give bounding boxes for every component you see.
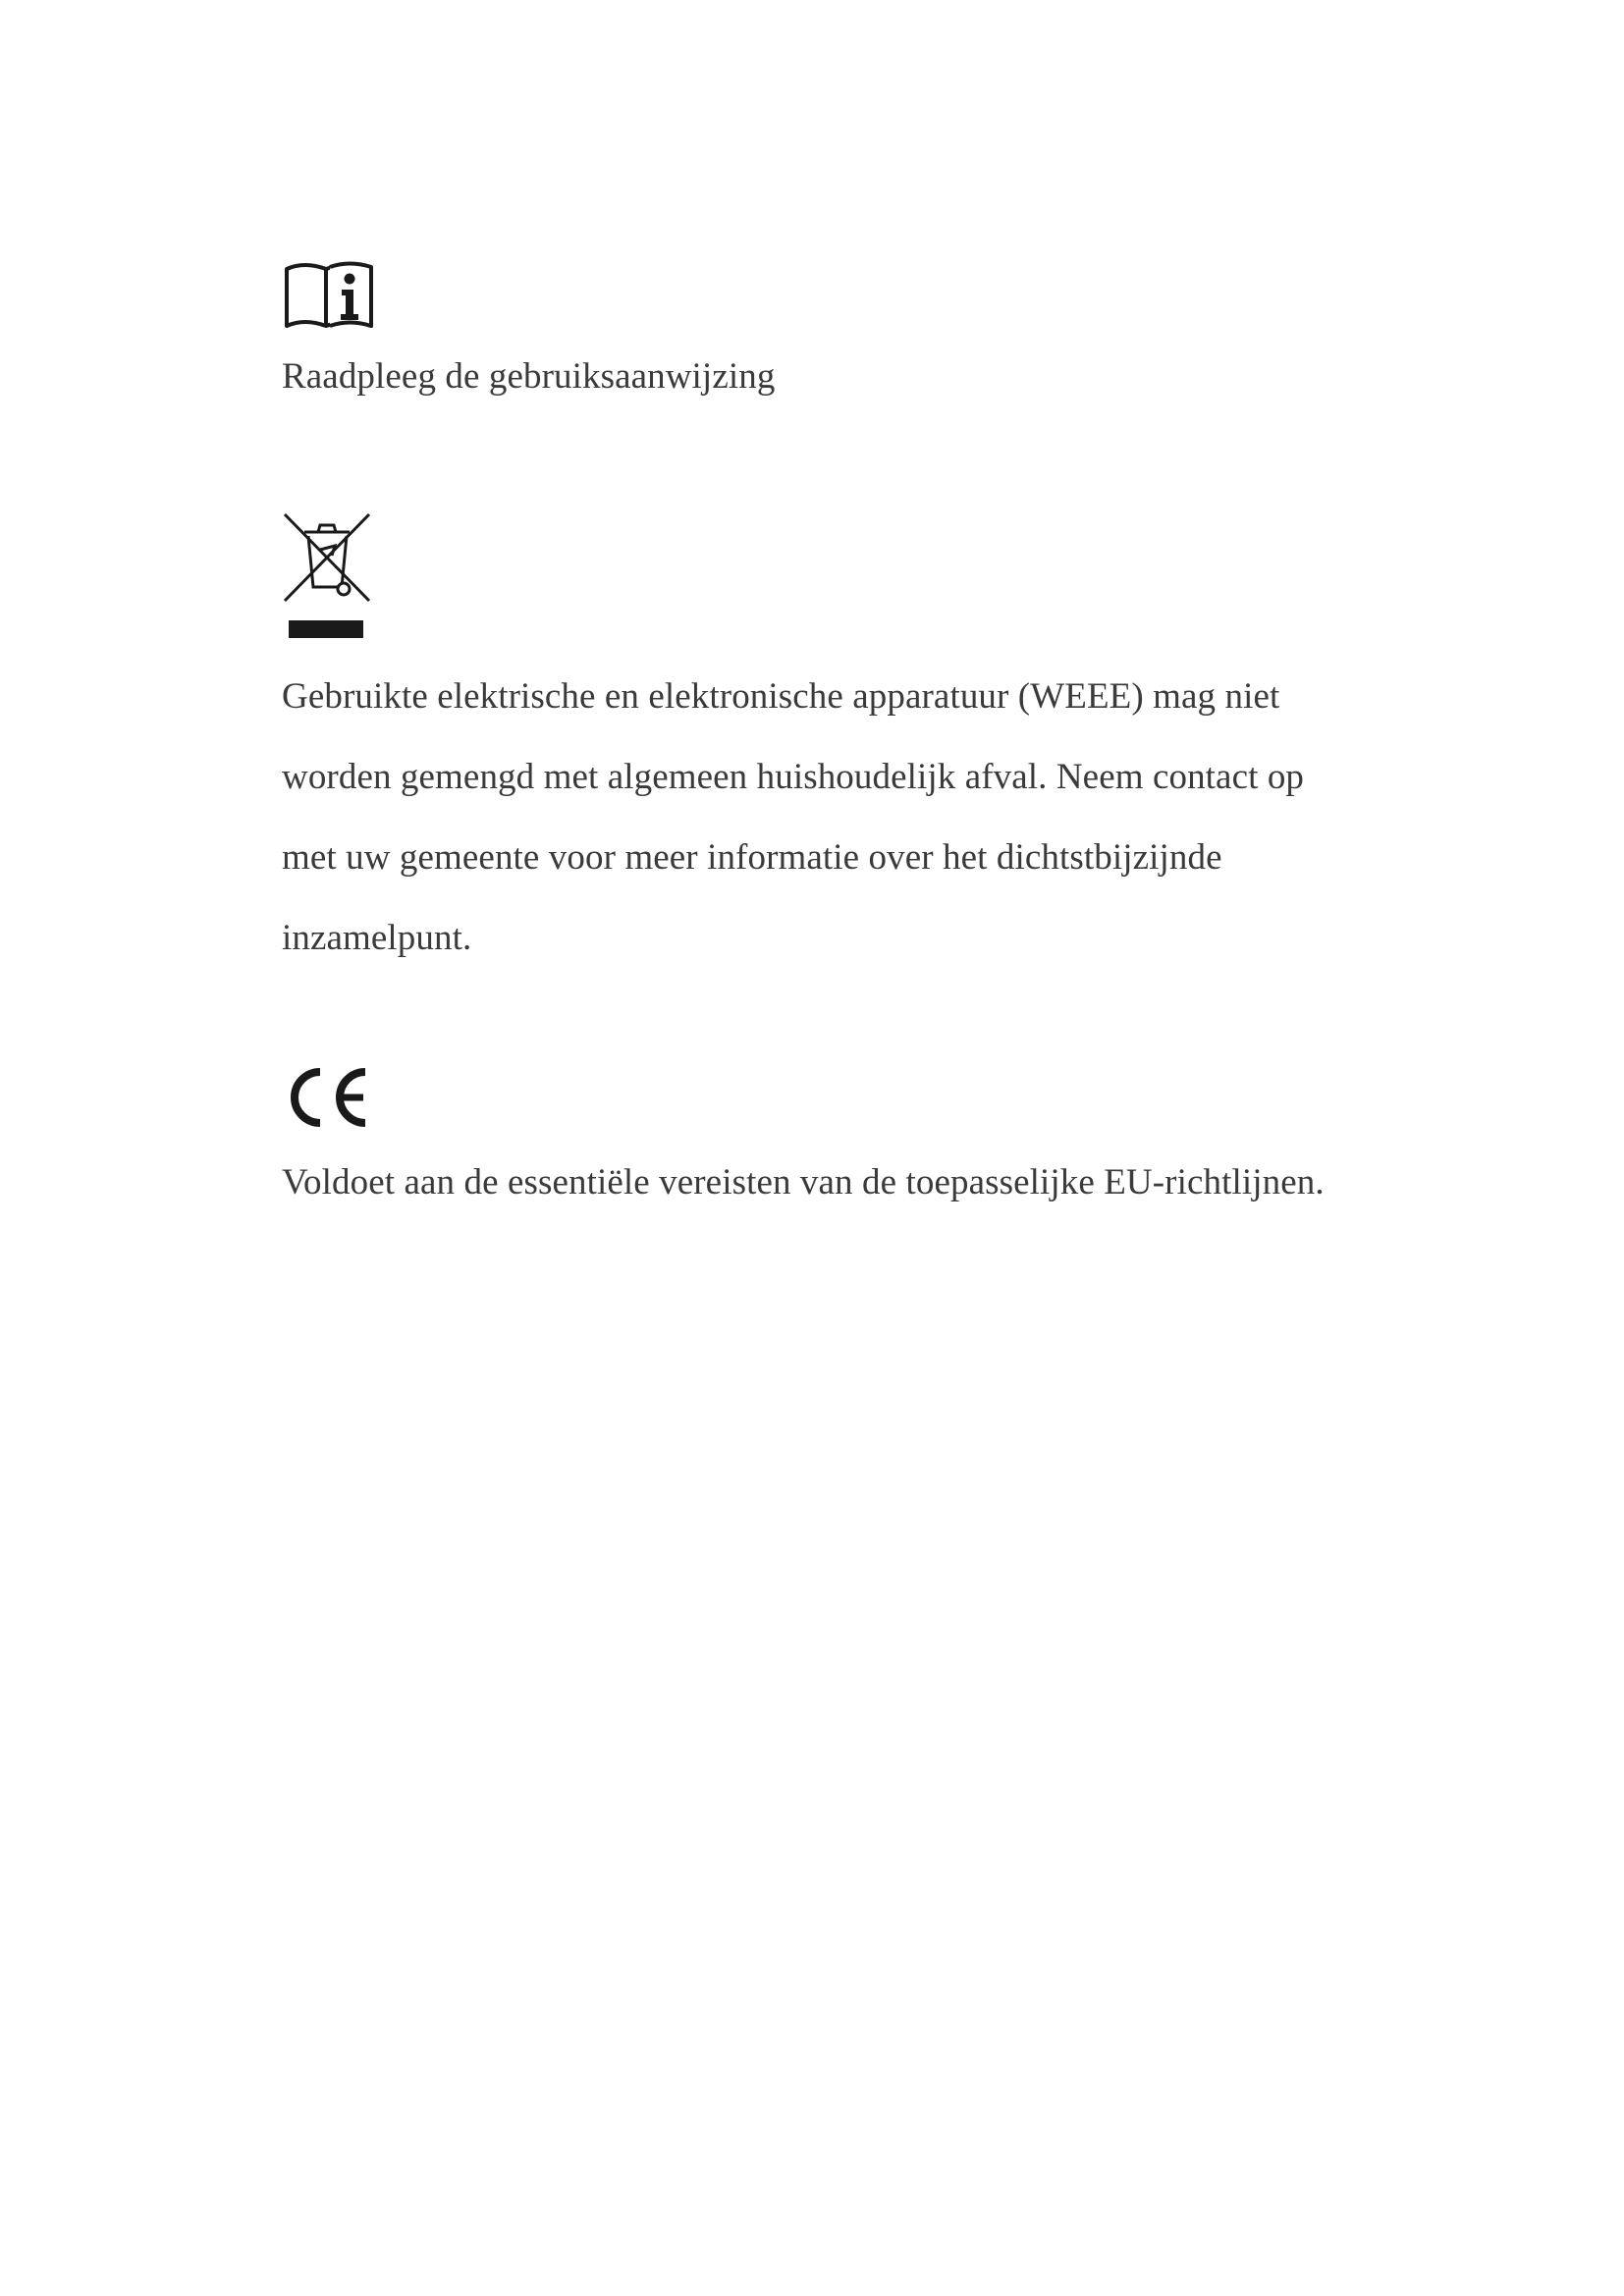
consult-instructions-caption: Raadpleeg de gebruiksaanwijzing bbox=[282, 356, 776, 397]
weee-paragraph bbox=[282, 657, 1304, 979]
weee-line-2: worden gemengd met algemeen huishoudelijk afval. Neem contact op bbox=[282, 757, 1305, 797]
crossed-out-wheelie-bin-icon bbox=[281, 510, 375, 640]
ce-mark-icon bbox=[281, 1062, 379, 1133]
weee-line-4: inzamelpunt. bbox=[282, 918, 472, 958]
ce-mark-caption: Voldoet aan de essentiële vereisten van de toepasselijke EU-richtlijnen. bbox=[282, 1162, 1325, 1202]
weee-line-3: met uw gemeente voor meer informatie over het dichtstbijzijnde bbox=[282, 837, 1222, 878]
consult-instructions-icon bbox=[281, 257, 379, 332]
weee-line-1: Gebruikte elektrische en elektronische apparatuur (WEEE) mag niet bbox=[282, 676, 1280, 717]
